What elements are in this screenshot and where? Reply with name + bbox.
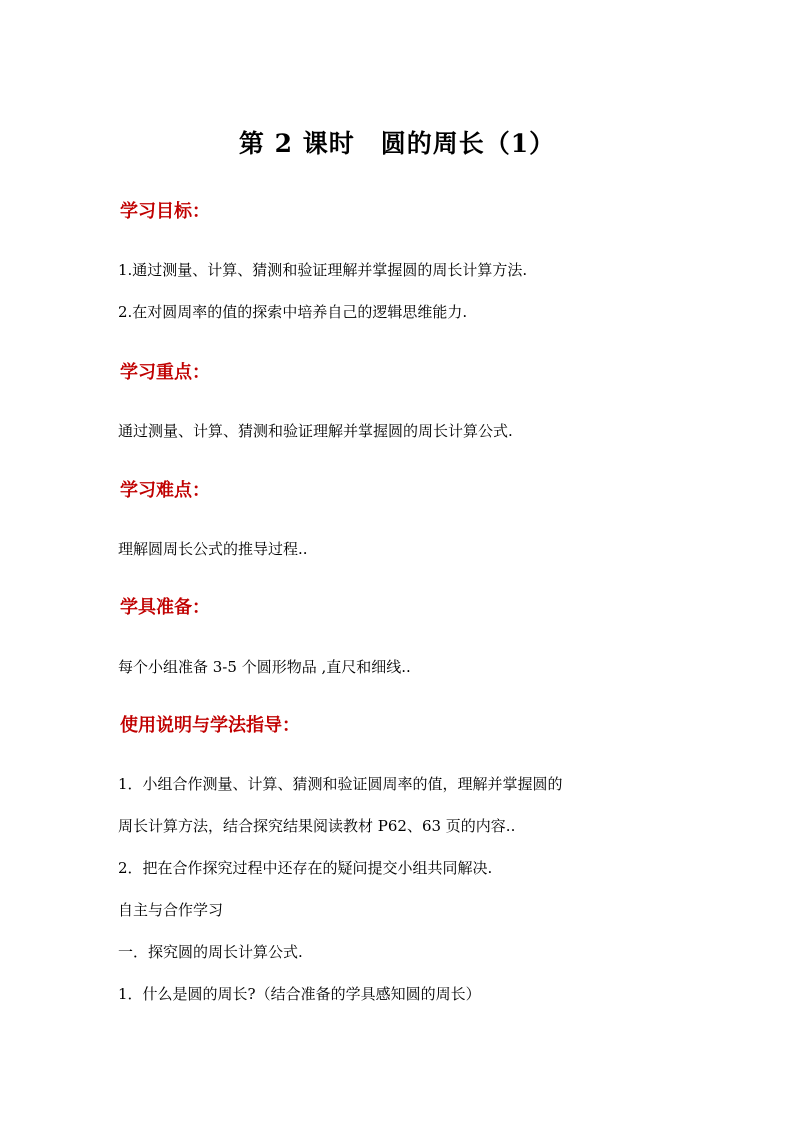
- goal-item-2: 2.在对圆周率的值的探索中培养自己的逻辑思维能力.: [118, 303, 468, 321]
- section-heading-goals: 学习目标：: [120, 201, 210, 222]
- keypoint-item-1: 通过测量、计算、猜测和验证理解并掌握圆的周长计算公式.: [118, 422, 513, 440]
- guide-line-2: 周长计算方法，结合探究结果阅读教材 P62、63 页的内容..: [118, 817, 516, 835]
- page-title: 第 2 课时 圆的周长（1）: [238, 129, 556, 158]
- section-heading-keypoints: 学习重点：: [120, 362, 210, 383]
- section-heading-difficulties: 学习难点：: [120, 480, 210, 501]
- goal-item-1: 1.通过测量、计算、猜测和验证理解并掌握圆的周长计算方法.: [118, 261, 528, 279]
- guide-line-6: 1．什么是圆的周长?（结合准备的学具感知圆的周长）: [118, 985, 481, 1003]
- difficulty-item-1: 理解圆周长公式的推导过程..: [118, 540, 308, 558]
- guide-line-5: 一．探究圆的周长计算公式.: [118, 943, 303, 961]
- tools-item-1: 每个小组准备 3-5 个圆形物品 ,直尺和细线..: [118, 658, 411, 676]
- section-heading-guide: 使用说明与学法指导：: [120, 715, 300, 736]
- guide-line-1: 1．小组合作测量、计算、猜测和验证圆周率的值，理解并掌握圆的: [118, 775, 563, 793]
- guide-line-3: 2．把在合作探究过程中还存在的疑问提交小组共同解决.: [118, 859, 493, 877]
- section-heading-tools: 学具准备：: [120, 597, 210, 618]
- guide-line-4: 自主与合作学习: [118, 901, 224, 919]
